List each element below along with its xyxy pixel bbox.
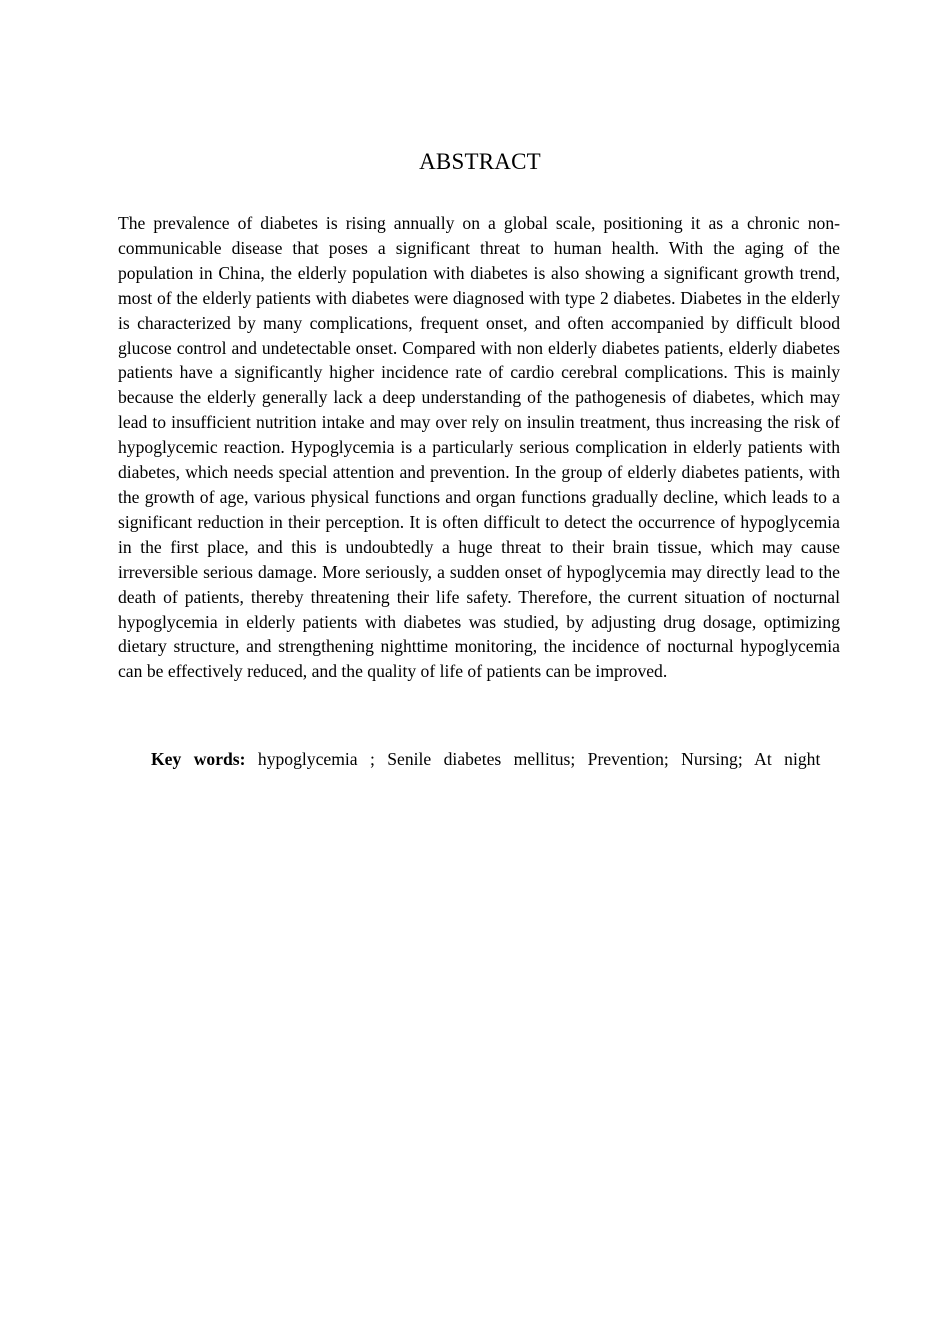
abstract-body: The prevalence of diabetes is rising annually on a global scale, positioning it as a chronic non-communicable disease that poses a significant threat to human health. With the aging of the population in China, the elderly population with diabetes is also showing a significant growth trend, most of the elderly patients with diabetes were diagnosed with type 2 diabetes. Diabetes in the elderly is characterized by many complications, frequent onset, and often accompanied by difficult blood glucose control and undetectable onset. Compared with non elderly diabetes patients, elderly diabetes patients have a significantly higher incidence rate of cardio cerebral complications. This is mainly because the elderly generally lack a deep understanding of the pathogenesis of diabetes, which may lead to insufficient nutrition intake and may over rely on insulin treatment, thus increasing the risk of hypoglycemic reaction. Hypoglycemia is a particularly serious complication in elderly patients with diabetes, which needs special attention and prevention. In the group of elderly diabetes patients, with the growth of age, various physical functions and organ functions gradually decline, which leads to a significant reduction in their perception. It is often difficult to detect the occurrence of hypoglycemia in the first place, and this is undoubtedly a huge threat to their brain tissue, which may cause irreversible serious damage. More seriously, a sudden onset of hypoglycemia may directly lead to the death of patients, thereby threatening their life safety. Therefore, the current situation of nocturnal hypoglycemia in elderly patients with diabetes was studied, by adjusting drug dosage, optimizing dietary structure, and strengthening nighttime monitoring, the incidence of nocturnal hypoglycemia can be effectively reduced, and the quality of life of patients can be improved. <box>118 213 840 682</box>
abstract-title: ABSTRACT <box>419 149 541 174</box>
keywords-label: Key words: <box>151 749 246 769</box>
keywords-line <box>118 743 840 775</box>
keywords-text: hypoglycemia ; Senile diabetes mellitus; Prevention; Nursing; At night <box>257 749 821 769</box>
